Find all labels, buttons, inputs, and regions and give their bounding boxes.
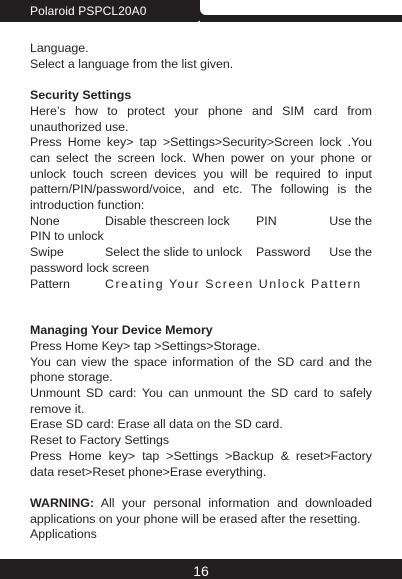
applications-heading: Applications xyxy=(30,527,97,542)
lock-row-swipe xyxy=(30,245,372,261)
header-tab xyxy=(0,0,202,22)
lock-option-desc-cont: PIN to unlock xyxy=(30,229,104,244)
document-title: Polaroid PSPCL20A0 xyxy=(30,4,147,18)
memory-path: Press Home Key> tap >Settings>Storage. xyxy=(30,338,261,353)
lock-option-desc: Disable thescreen lock xyxy=(105,213,230,228)
lock-option-desc: Use the xyxy=(329,213,372,228)
erase-text: Erase SD card: Erase all data on the SD card. xyxy=(30,417,283,432)
lock-option-name: PIN xyxy=(256,213,277,228)
header-right-block xyxy=(200,0,402,22)
reset-path: Press Home key> tap >Settings >Backup & reset>Factory data reset>Reset phone>Erase everything. xyxy=(30,448,372,479)
lock-option-desc: Creating Your Screen Unlock Pattern xyxy=(105,276,362,291)
spacer xyxy=(30,72,372,88)
lock-option-desc: Select the slide to unlock xyxy=(105,245,243,260)
header-right-cutout xyxy=(200,0,402,15)
header-bar xyxy=(0,0,402,22)
reset-heading: Reset to Factory Settings xyxy=(30,433,170,448)
page-content xyxy=(30,41,372,543)
page-number: 16 xyxy=(193,563,209,579)
memory-heading: Managing Your Device Memory xyxy=(30,323,213,338)
lock-row-none xyxy=(30,214,372,230)
footer-bar xyxy=(0,559,402,579)
spacer xyxy=(30,480,372,496)
language-text: Select a language from the list given. xyxy=(30,56,234,71)
language-title: Language. xyxy=(30,41,89,55)
security-intro: Here’s how to protect your phone and SIM card from unauthorized use. xyxy=(30,103,372,134)
memory-view-text: You can view the space information of the SD card and the phone storage. xyxy=(30,354,372,385)
lock-option-name: Password xyxy=(256,245,311,260)
warning-label: WARNING: xyxy=(30,495,95,510)
unmount-text: Unmount SD card: You can unmount the SD card to safely remove it. xyxy=(30,386,372,416)
lock-option-desc: Use the xyxy=(329,245,372,260)
warning-text: All your personal information and downloaded applications on your phone will be erased after the resetting. xyxy=(30,495,372,526)
security-steps: Press Home key> tap >Settings>Security>Screen lock .You can select the screen lock. When power on your phone or unlock touch screen devices you will be required to input pattern/PIN/password/voice, and etc. The following is the introduction function: xyxy=(30,135,372,213)
lock-option-name: Swipe xyxy=(30,245,64,260)
lock-option-name: Pattern xyxy=(30,276,70,291)
warning-paragraph xyxy=(30,496,372,527)
spacer xyxy=(30,292,372,323)
lock-row-pattern xyxy=(30,277,372,293)
security-heading: Security Settings xyxy=(30,88,132,103)
lock-option-desc-cont: password lock screen xyxy=(30,260,150,275)
lock-option-name: None xyxy=(30,213,60,228)
